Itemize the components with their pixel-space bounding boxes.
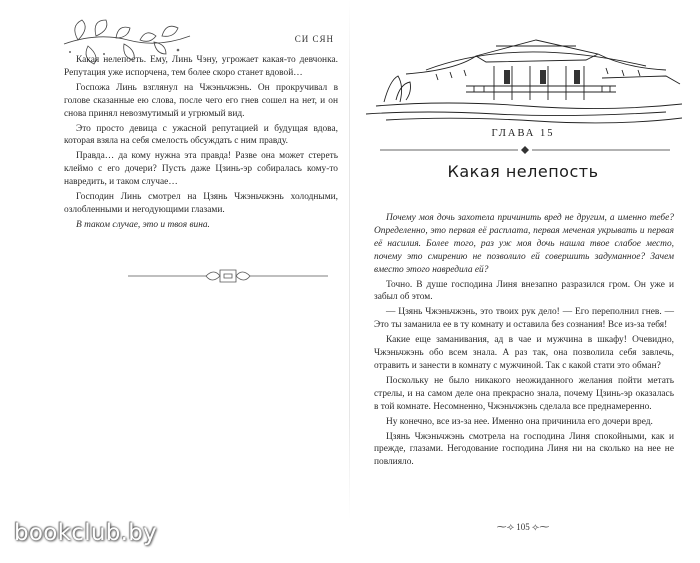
- chapter-title: Какая нелепость: [447, 162, 599, 181]
- section-end-ornament: [128, 264, 328, 288]
- paragraph: Цзянь Чжэньчжэнь смотрела на господина Линя спокойными, как и прежде, глазами. Негодование господина Линя ни на сколько на нее не повлияло.: [374, 431, 674, 468]
- swirl-right-icon: ⟣⁓: [532, 522, 550, 533]
- page-number-value: 105: [516, 522, 530, 532]
- left-page: [28, 0, 346, 540]
- right-page-body: [374, 212, 674, 471]
- paragraph: Какие еще заманивания, ад в чае и мужчина в шкафу! Очевидно, Чжэньчжэнь обо всем знала. А раз так, она позволила себя завлечь, отравить и занести в комнату с мужчиной. Так с какой стати это обман?: [374, 335, 674, 371]
- paragraph: — Цзянь Чжэньчжэнь, это твоих рук дело! — Его переполнил гнев. — Это ты заманила ее в ту комнату и оставила без сознания! Все из-за тебя!: [374, 307, 674, 331]
- chapter-divider: [380, 146, 670, 154]
- paragraph: Господин Линь смотрел на Цзянь Чжэньчжэнь холодными, озлобленными и негодующими глазами.: [64, 192, 338, 215]
- paragraph-italic: В таком случае, это и твоя вина.: [76, 219, 210, 230]
- swirl-left-icon: ⁓⟢: [496, 522, 514, 533]
- watermark-logo: bookclub.by: [14, 520, 158, 546]
- left-page-body: [64, 54, 338, 234]
- running-head: СИ СЯН: [294, 34, 334, 44]
- pagoda-illustration: [366, 26, 682, 126]
- chapter-label: ГЛАВА 15: [491, 128, 555, 139]
- page-gutter: [349, 0, 350, 520]
- right-page: [358, 0, 688, 540]
- paragraph: Это просто девица с ужасной репутацией и будущая вдова, которая взяла на себя смелость обсуждать с ним правду.: [64, 123, 338, 147]
- paragraph-italic: Почему моя дочь захотела причинить вред не другим, а именно тебе? Определенно, это первая её расплата, первая меченая укрывать и первая её насилия. Более того, раз уж моя дочь нашла твое слабое место, почему это смирению не позволило ей совершить задуманное? Зачем вместо этого навредила ей?: [374, 213, 674, 275]
- paragraph: Правда… да кому нужна эта правда! Разве она может стереть клеймо с его дочери? Пусть даже Цзинь-эр собиралась кому-то навредить, и таком случае…: [64, 151, 338, 188]
- paragraph: Поскольку не было никакого неожиданного желания пойти метать стрелы, и на самом деле она прекрасно знала, почему Цзинь-эр оказалась в той комнате. Несомненно, Чжэньчжэнь сделала все преднамеренно.: [374, 375, 674, 412]
- paragraph: Точно. В душе господина Линя внезапно разразился гром. Он уже и забыл об этом.: [374, 279, 674, 303]
- paragraph: Какая нелепость. Ему, Линь Чэну, угрожает какая-то девчонка. Репутация уже испорчена, тем более скоро станет вдовой…: [64, 55, 338, 78]
- paragraph: Ну конечно, все из-за нее. Именно она причинила его дочери вред.: [386, 416, 653, 427]
- paragraph: Госпожа Линь взглянул на Чжэньчжэнь. Он прокручивал в голове сказанные ею слова, после чего его гнев сошел на нет, и он снова принял невозмутимый и угрюмый вид.: [64, 82, 338, 119]
- page-number: [358, 522, 688, 533]
